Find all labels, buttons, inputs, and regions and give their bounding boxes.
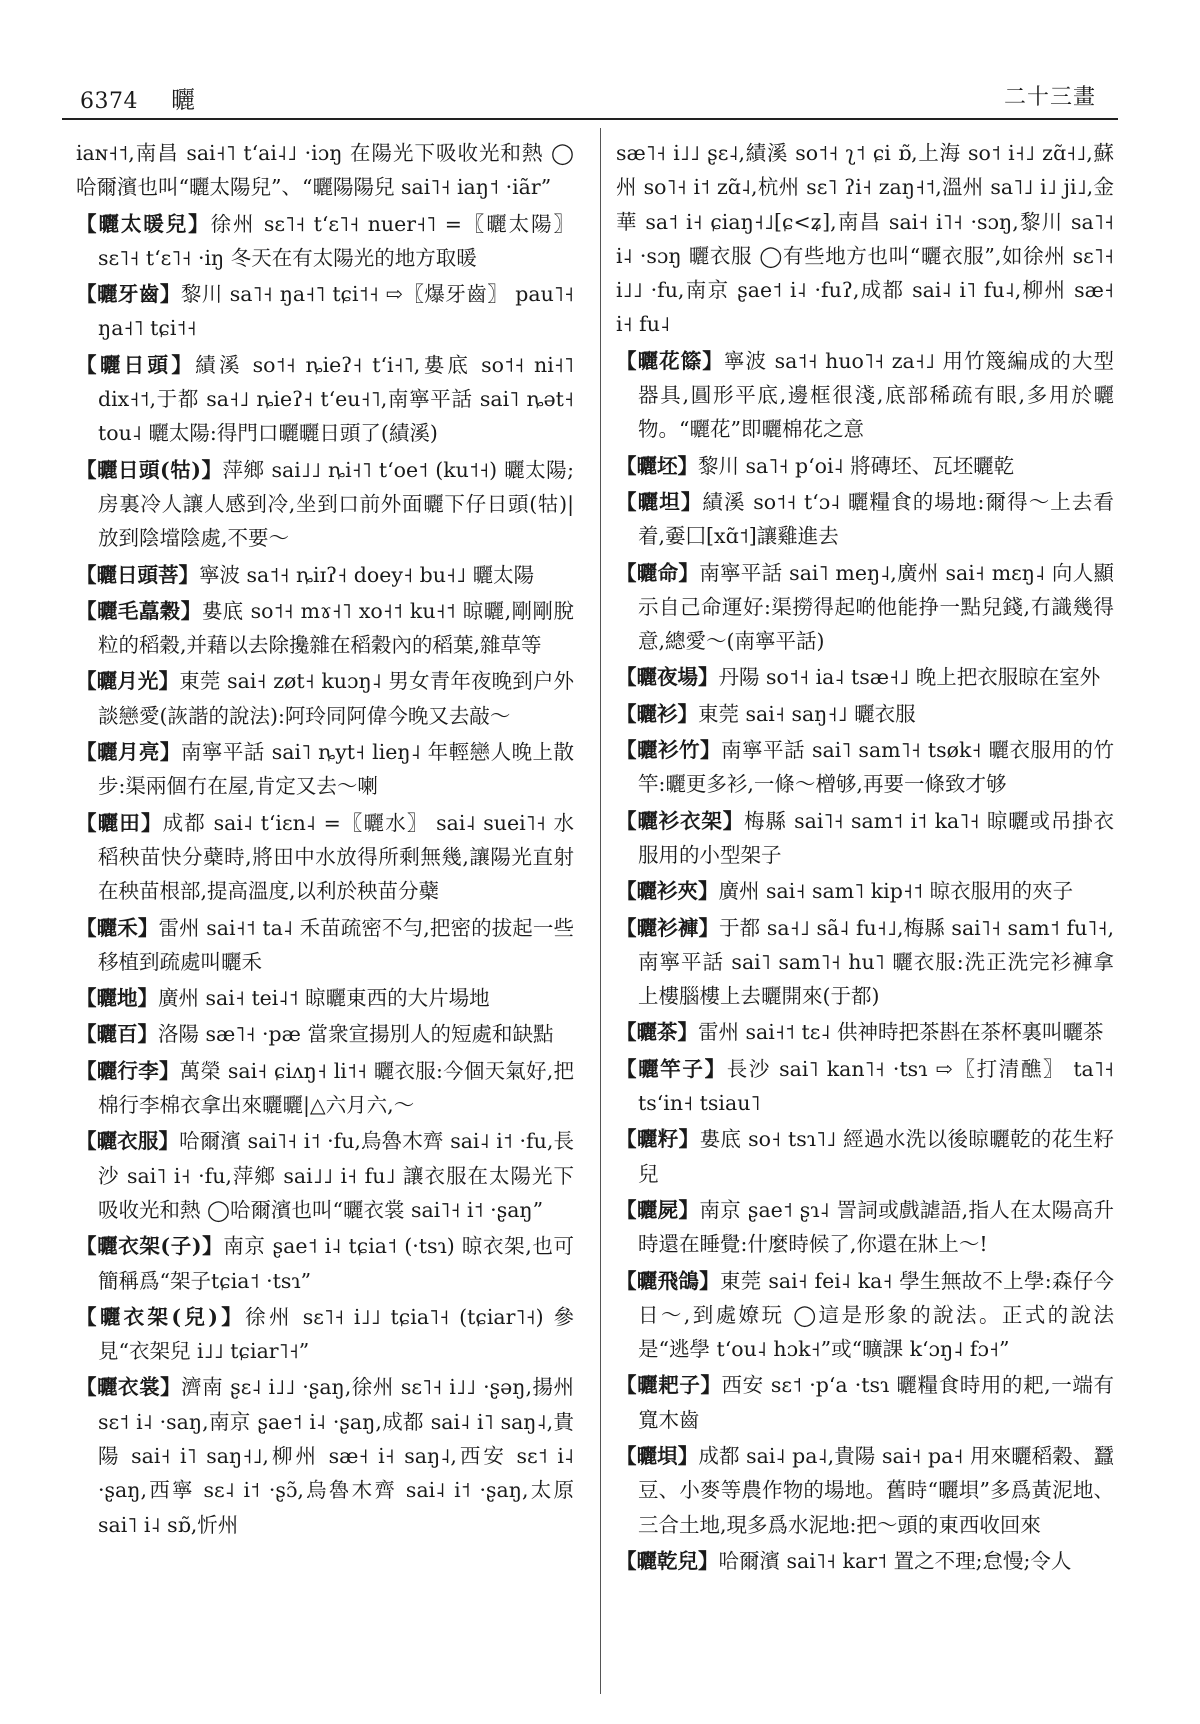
- entry-text: 南京 ʂae˦ i˨ tɕia˦ (·tsɿ) 晾衣架,也可簡稱爲“架子tɕia˦ ·tsɿ”: [98, 1234, 574, 1293]
- dictionary-entry: [616, 733, 1114, 802]
- entry-headword: 【曬花篨】: [616, 348, 724, 373]
- dictionary-entry: [76, 1124, 574, 1227]
- entry-text: 萍鄉 sai˩˩ ȵi˧˥ tʻoe˦ (ku˦˧) 曬太陽;房裏冷人讓人感到冷,坐到口前外面曬下仔日頭(牯)|放到陰壋陰處,不要～: [98, 457, 574, 551]
- dictionary-entry: [76, 981, 574, 1015]
- dictionary-entry: [76, 735, 574, 804]
- entry-text: 南寧平話 sai˥ sam˥˧ tsøk˧ 曬衣服用的竹竿:曬更多衫,一條～橧够,再要一條致才够: [638, 738, 1114, 797]
- entry-text: 黎川 sa˥˧ ŋa˧˥ tɕi˦˧ ⇨〖爆牙齒〗 pau˥˧ ŋa˧˥ tɕi˦˧: [98, 282, 574, 341]
- header-left: [80, 80, 195, 115]
- entry-text: 萬榮 sai˧ ɕiʌŋ˧ li˦˧ 曬衣服:今個天氣好,把棉行李棉衣拿出來曬曬|△六月六,～: [98, 1058, 574, 1118]
- entry-text: 徐州 sɛ˥˧ tʻɛ˥˧ nuer˧˥ =〖曬太陽〗 sɛ˥˧ tʻɛ˥˧ ·iŋ 冬天在有太陽光的地方取暖: [98, 211, 574, 270]
- dictionary-entry: [616, 1052, 1114, 1121]
- entry-text: 丹陽 so˦˧ ia˨ tsæ˧˩ 晚上把衣服晾在室外: [718, 665, 1101, 690]
- entry-headword: 【曬屍】: [616, 1197, 700, 1222]
- dictionary-entry: [76, 664, 574, 733]
- entry-headword: 【曬命】: [616, 560, 700, 585]
- entry-headword: 【曬衣裳】: [76, 1375, 182, 1400]
- entry-headword: 【曬田】: [76, 810, 163, 835]
- dictionary-entry: [616, 1122, 1114, 1191]
- entry-headword: 【曬衫竹】: [616, 738, 721, 763]
- dictionary-entry: [616, 1544, 1114, 1578]
- entry-text: 績溪 so˦˧ tʻɔ˨ 曬糧食的場地:爾得～上去看着,嫑囗[xɑ̃˦]讓雞進去: [638, 489, 1114, 549]
- entry-text: 哈爾濱 sai˥˧ kar˦ 置之不理;怠慢;令人: [718, 1548, 1072, 1573]
- entry-text: 哈爾濱 sai˥˧ i˦ ·fu,烏魯木齊 sai˨ i˦ ·fu,長沙 sai˥ i˧ ·fu,萍鄉 sai˩˩ i˧ fu˩ 讓衣服在太陽光下吸收光和熱 ◯哈爾濱也叫“曬衣裳 sai˥˧ i˦ ·ʂaŋ”: [98, 1129, 574, 1222]
- entry-headword: 【曬月亮】: [76, 740, 181, 765]
- entry-headword: 【曬日頭菩】: [76, 562, 199, 587]
- dictionary-entry: [616, 344, 1114, 447]
- page-number: 6374: [80, 89, 138, 114]
- right-column: [616, 136, 1114, 1696]
- dictionary-entry: [76, 207, 574, 276]
- entry-headword: 【曬衣服】: [76, 1129, 180, 1154]
- entry-text: 成都 sai˨ tʻiɛn˨ =〖曬水〗 sai˨ suei˥˧ 水稻秧苗快分蘗時,將田中水放得所剩無幾,讓陽光直射在秧苗根部,提高溫度,以利於秧苗分蘗: [98, 810, 574, 904]
- entry-text: 濟南 ʂɛ˨ i˩˩ ·ʂaŋ,徐州 sɛ˥˧ i˩˩ ·ʂəŋ,揚州 sɛ˦ i˨ ·saŋ,南京 ʂae˦ i˨ ·ʂaŋ,成都 sai˨ i˥ saŋ˨,貴陽 sai˧ i˥ saŋ˧˩,柳州 sæ˧ i˧ saŋ˨,西安 sɛ˦ i˨ ·ʂaŋ,西寧 sɛ˨ i˦ ·ʂɔ̃,烏魯木齊 sai˨ i˦ ·ʂaŋ,太原 sai˥ i˨ sɒ̃,忻州: [98, 1375, 574, 1537]
- entry-text: 雷州 sai˧˦ tɛ˨ 供神時把茶斟在茶杯裏叫曬茶: [698, 1020, 1104, 1045]
- dictionary-entry: [76, 453, 574, 556]
- entry-headword: 【曬太暖兒】: [76, 211, 211, 236]
- entry-continuation: [616, 136, 1114, 342]
- dictionary-entry: [616, 911, 1114, 1014]
- entry-continuation: [76, 136, 574, 205]
- head-character: 曬: [171, 86, 195, 114]
- dictionary-entry: [616, 874, 1114, 908]
- entry-text: 南京 ʂae˦ ʂɿ˨ 詈詞或戲謔語,指人在太陽高升時還在睡覺:什麼時候了,你還在牀上～!: [638, 1197, 1114, 1257]
- section-label: 二十三畫: [1003, 85, 1096, 110]
- dictionary-entry: [76, 348, 574, 451]
- entry-text: 徐州 sɛ˥˧ i˩˩ tɕia˥˧ (tɕiar˥˧) 參見“衣架兒 i˩˩ tɕiar˥˧”: [98, 1304, 574, 1364]
- entry-headword: 【曬牙齒】: [76, 282, 181, 307]
- entry-text: 東莞 sai˧ zøt˧ kuɔŋ˨ 男女青年夜晚到户外談戀愛(詼諧的說法):阿玲同阿偉今晚又去敲～: [98, 669, 574, 728]
- dictionary-entry: [76, 594, 574, 663]
- entry-text: 東莞 sai˧ saŋ˧˩ 曬衣服: [698, 701, 916, 726]
- entry-headword: 【曬衫】: [616, 701, 698, 726]
- dictionary-entry: [76, 1370, 574, 1541]
- dictionary-entry: [76, 806, 574, 909]
- entry-headword: 【曬日頭】: [76, 352, 196, 377]
- dictionary-entry: [616, 1264, 1114, 1367]
- column-divider: [600, 128, 601, 1694]
- dictionary-entry: [616, 449, 1114, 483]
- entry-text: 黎川 sa˥˧ pʻoi˨ 將磚坯、瓦坯曬乾: [698, 453, 1015, 478]
- entry-headword: 【曬行李】: [76, 1058, 180, 1083]
- dictionary-entry: [616, 1015, 1114, 1049]
- entry-headword: 【曬月光】: [76, 669, 180, 694]
- entry-text: 雷州 sai˧˦ ta˨ 禾苗疏密不勻,把密的拔起一些移植到疏處叫曬禾: [98, 915, 574, 974]
- entry-headword: 【曬乾兒】: [616, 1548, 719, 1573]
- dictionary-entry: [76, 558, 574, 592]
- entry-text: 于都 sa˧˩ sã˨ fu˧˩,梅縣 sai˥˧ sam˦ fu˥˧,南寧平話 sai˥ sam˥˧ hu˥ 曬衣服:洗正洗完衫褲拿上樓腦樓上去曬開來(于都): [638, 915, 1114, 1009]
- entry-headword: 【曬毛藠穀】: [76, 598, 202, 623]
- entry-headword: 【曬耙子】: [616, 1373, 722, 1398]
- entry-headword: 【曬禾】: [76, 915, 159, 940]
- entry-text: 寧波 sa˦˧ huo˥˧ za˧˩ 用竹篾編成的大型器具,圓形平底,邊框很淺,底部稀疏有眼,多用於曬物。“曬花”即曬棉花之意: [638, 348, 1114, 442]
- entry-text: 長沙 sai˥ kan˥˧ ·tsɿ ⇨〖打清醮〗 ta˥˧ tsʻin˧ tsiau˥: [638, 1056, 1114, 1116]
- entry-text: 寧波 sa˦˧ ȵiɪʔ˧ doey˧ bu˧˩ 曬太陽: [199, 562, 535, 587]
- entry-text: 西安 sɛ˦ ·pʻa ·tsɿ 曬糧食時用的耙,一端有寬木齒: [638, 1373, 1114, 1432]
- entry-text: 洛陽 sæ˥˧ ·pæ 當衆宣揚別人的短處和缺點: [158, 1022, 554, 1047]
- entry-headword: 【曬衫褲】: [616, 915, 720, 940]
- left-column: [76, 136, 574, 1696]
- dictionary-entry: [76, 1017, 574, 1051]
- entry-headword: 【曬百】: [76, 1022, 158, 1047]
- entry-headword: 【曬飛鴿】: [616, 1268, 720, 1293]
- entry-headword: 【曬垻】: [616, 1443, 699, 1468]
- entry-headword: 【曬地】: [76, 986, 158, 1011]
- header-rule: [62, 118, 1118, 120]
- entry-text: 南寧平話 sai˥ meŋ˨,廣州 sai˧ mɛŋ˨ 向人顯示自己命運好:渠撈得起啲他能挣一點兒錢,冇識幾得意,總愛～(南寧平話): [638, 560, 1114, 654]
- dictionary-entry: [616, 556, 1114, 659]
- dictionary-entry: [76, 1054, 574, 1123]
- entry-text: iaɴ˧˦,南昌 sai˧˥ tʻai˨˩ ·iɔŋ 在陽光下吸收光和熱 ◯哈爾濱也叫“曬太陽兒”、“曬陽陽兒 sai˥˧ iaŋ˦ ·iãr”: [76, 141, 574, 200]
- entry-text: 南寧平話 sai˥ ȵyt˧ lieŋ˨ 年輕戀人晚上散步:渠兩個冇在屋,肯定又去～喇: [98, 740, 574, 799]
- dictionary-entry: [616, 804, 1114, 873]
- entry-text: 婁底 so˦˧ mɤ˧˥ xo˧˦ ku˧˦ 晾曬,剛剛脫粒的稻穀,并藉以去除攙雜在稻穀內的稻葉,雜草等: [98, 598, 574, 658]
- dictionary-entry: [616, 1439, 1114, 1542]
- entry-text: 東莞 sai˧ fei˨ ka˧ 學生無故不上學:森仔今日～,到處嫽玩 ◯這是形象的說法。正式的說法是“逃學 tʻou˨ hɔk˧”或“曠課 kʻɔŋ˨ fɔ˧”: [638, 1268, 1114, 1362]
- entry-text: 廣州 sai˧ tei˨˦ 晾曬東西的大片場地: [158, 986, 490, 1011]
- entry-headword: 【曬坯】: [616, 453, 698, 478]
- entry-headword: 【曬衣架(子)】: [76, 1234, 224, 1259]
- dictionary-entry: [616, 660, 1114, 694]
- dictionary-entry: [76, 1300, 574, 1369]
- dictionary-entry: [616, 1193, 1114, 1262]
- entry-text: 廣州 sai˧ sam˥ kip˧˦ 晾衣服用的夾子: [718, 879, 1074, 904]
- entry-headword: 【曬籽】: [616, 1127, 700, 1152]
- entry-text: 婁底 so˧ tsɿ˥˩ 經過水洗以後晾曬乾的花生籽兒: [638, 1127, 1114, 1186]
- entry-text: 績溪 so˦˧ ȵieʔ˧ tʻi˧˥,婁底 so˦˧ ni˧˥ dix˧˦,于都 sa˧˩ ȵieʔ˧ tʻeu˧˥,南寧平話 sai˥ ȵət˧ tou˨ 曬太陽:得門口曬曬日頭了(績溪): [98, 352, 574, 446]
- entry-headword: 【曬竿子】: [616, 1056, 727, 1081]
- entry-text: 梅縣 sai˥˧ sam˦ i˦ ka˥˧ 晾曬或吊掛衣服用的小型架子: [638, 808, 1114, 867]
- dictionary-entry: [76, 277, 574, 346]
- entry-text: 成都 sai˨ pa˨,貴陽 sai˧ pa˧ 用來曬稻穀、蠶豆、小麥等農作物的場地。舊時“曬垻”多爲黃泥地、三合土地,現多爲水泥地:把～頭的東西收回來: [638, 1443, 1114, 1537]
- entry-text: sæ˥˧ i˩˩ ʂɛ˨,績溪 so˦˧ ʅ˦ ɕi ɒ̃,上海 so˦ i˧˩ zɑ̃˧˩,蘇州 so˥˧ i˦ zɑ̃˨,杭州 sɛ˥ ʔi˧ zaŋ˧˦,溫州 sa˥˩ i˩ ji˩,金華 sa˦ i˧ ɕiaŋ˧˩[ɕ<ʑ],南昌 sai˧ i˥˧ ·sɔŋ,黎川 sa˥˧ i˨ ·sɔŋ 曬衣服 ◯有些地方也叫“曬衣服”,如徐州 sɛ˥˧ i˩˩ ·fu,南京 ʂae˦ i˨ ·fuʔ,成都 sai˨ i˥ fu˨,柳州 sæ˧ i˧ fu˨: [616, 141, 1114, 337]
- dictionary-entry: [76, 1229, 574, 1298]
- entry-headword: 【曬茶】: [616, 1020, 698, 1045]
- page-header: [62, 66, 1118, 118]
- dictionary-entry: [76, 911, 574, 980]
- entry-headword: 【曬日頭(牯)】: [76, 457, 223, 482]
- entry-headword: 【曬衫衣架】: [616, 808, 745, 833]
- dictionary-entry: [616, 697, 1114, 731]
- entry-headword: 【曬坦】: [616, 489, 703, 514]
- entry-headword: 【曬夜場】: [616, 665, 719, 690]
- entry-headword: 【曬衣架(兒)】: [76, 1304, 246, 1329]
- dictionary-entry: [616, 485, 1114, 554]
- entry-headword: 【曬衫夾】: [616, 879, 719, 904]
- dictionary-entry: [616, 1368, 1114, 1437]
